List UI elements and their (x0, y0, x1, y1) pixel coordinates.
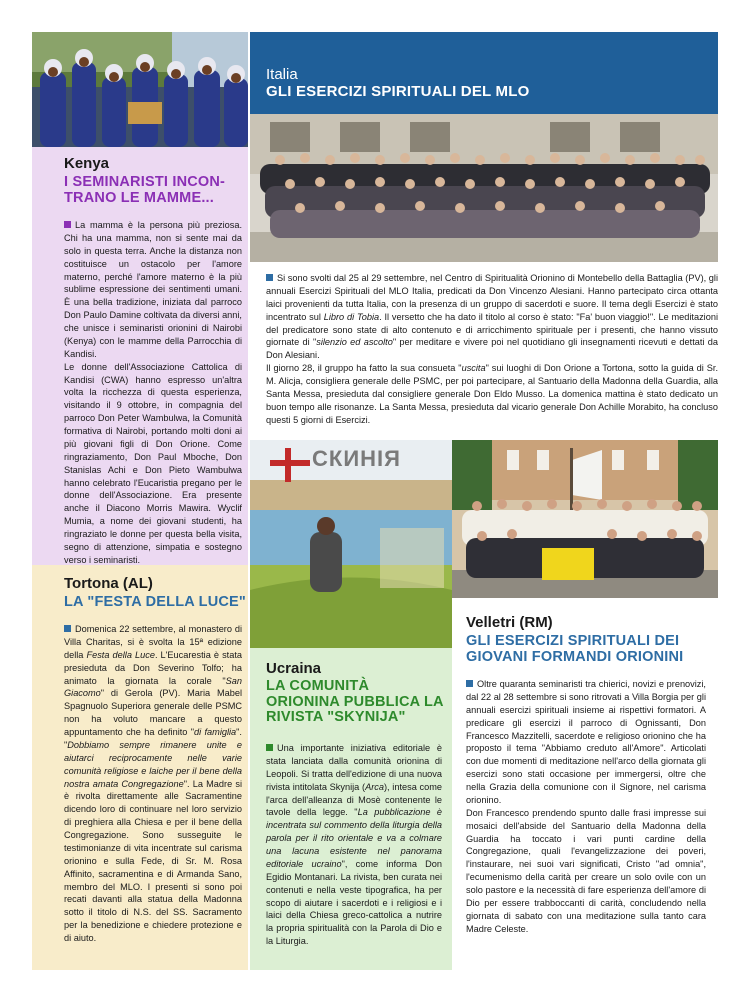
italia-text-4: Il giorno 28, il gruppo ha fatto la sua consueta " (266, 363, 462, 374)
ucraina-italic-1: Arca (365, 781, 384, 792)
italia-italic-2: silenzio ed ascolto (316, 337, 393, 348)
italia-group-photo (250, 114, 718, 262)
italia-text-2: . Il versetto che ha dato il titolo al corso è stato: "Fa' buon viaggio!". Le meditazioni del predicatore sono state di alto contenuto e di arricchimento spirituale per i presenti, che hanno vissuto giornate di " (266, 311, 718, 348)
ucraina-text-3: ", come informa Don Egidio Montanari. La rivista, ben curata nei contenuti e nella veste tipografica, ha per scopo di aiutare i sacerdoti e i religiosi e i laici della Chiesa greco-cattolica a nutrire la propria spiritualità con la Parola di Dio e la Liturgia. (266, 858, 442, 947)
kenya-headline: I SEMINARISTI INCON-TRANO LE MAMME... (64, 174, 226, 206)
bullet-square-icon (64, 221, 71, 228)
italia-header-band (250, 32, 718, 114)
velletri-paragraph-2: Don Francesco prendendo spunto dalle frasi impresse sui mosaici dell'abside del Santuario della Madonna della Guardia ha toccato i vari punti cardine della Congregazione, quali l'evangelizzazione dei poveri, l'instaurare, nei suoi vari significati, Cristo "ad omnia", l'ecumenismo della carità per creare un solo ovile con un solo pastore e la necessità di fare esperienza dell'amore di Dio per essere trabboccanti di carità, concludendo nella giornata di sabato con una meditazione sulla tanto cara Madre Celeste. (466, 807, 706, 934)
ucraina-body (266, 742, 442, 948)
tortona-body (64, 623, 242, 945)
italia-headline: GLI ESERCIZI SPIRITUALI DEL MLO (266, 83, 530, 100)
tortona-italic-1: Festa della Luce (86, 649, 155, 660)
italia-text-3: " per meditare e vivere poi nel quotidiano gli insegnamenti ricevuti e dettati da Don Alesiani. (266, 337, 718, 361)
tortona-article (32, 565, 248, 970)
tortona-place: Tortona (AL) (64, 575, 153, 592)
tortona-text-5: ". La Madre si è rivolta direttamente alle Sacramentine dicendo loro di continuare nel loro servizio di preghiera alla Chiesa e per il bene della Congregazione. Sono susseguite le testimonianze di vita incentrate sul carisma orionino e sulla Fede, di Sr. M. Rosa Affinito, sacramentina e di Armanda Sano, membro del MLO. I presenti si sono poi recati davanti alla statua della Madonna sotto il titolo di N.S. del SS. Sacramento per la benedizione e chiedere protezione e di aiuto. (64, 778, 242, 943)
velletri-article (452, 598, 718, 970)
velletri-body (466, 678, 706, 936)
tortona-italic-3: di famiglia (194, 727, 237, 737)
tortona-italic-2: San Giacomo (64, 675, 242, 699)
magazine-title: СКИНІЯ (312, 446, 401, 471)
ucraina-text-1: Una importante iniziativa editoriale è stata lanciata dalla comunità orionina di Leopoli. Si tratta dell'edizione di una nuova rivista intitolata Skynija ( (266, 743, 442, 792)
tortona-headline: LA "FESTA DELLA LUCE" (64, 594, 247, 610)
velletri-group-photo (452, 440, 718, 598)
ucraina-headline: LA COMUNITÀ ORIONINA PUBBLICA LA RIVISTA "SKYNIJA" (266, 678, 444, 726)
bullet-square-icon (266, 274, 273, 281)
italia-text-1: Si sono svolti dal 25 al 29 settembre, nel Centro di Spiritualità Orionino di Montebello della Battaglia (PV), gli annuali Esercizi Spirituali del MLO Italia, predicati da Don Vincenzo Alesiani. Hanno partecipato circa ottanta laici provenienti da tutta Italia, con la presenza di un gruppo di sacerdoti e suore. Il tema degli Esercizi è stato incentrato sul (266, 273, 718, 322)
tortona-italic-4: Dobbiamo sempre rimanere unite e aiutarci reciprocamente nelle varie comunità religiose e laiche per il bene della nostra amata Congregazione (64, 739, 242, 789)
skynija-magazine-cover (250, 440, 452, 648)
tortona-text-1: Domenica 22 settembre, al monastero di Villa Charitas, si è svolta la 15ª edizione della (64, 624, 242, 660)
bullet-square-icon (64, 625, 71, 632)
italia-place: Italia (266, 66, 298, 83)
bullet-square-icon (266, 744, 273, 751)
bullet-square-icon (466, 680, 473, 687)
italia-text-5: " sui luoghi di Don Orione a Tortona, sotto la guida di Sr. M. Alicja, consigliera generale delle PSMC, per poi partecipare, al Santuario della Madonna della Guardia, alla Santa Messa, presieduta dal consigliere generale Don Eldo Musso. La domenica mattina è stato dedicato un buon tempo alle risonanze. La Santa Messa, presieduta dal vicario generale Don Achille Morabito, ha concluso questi 5 giorni di Esercizi. (266, 363, 718, 425)
kenya-article (32, 147, 248, 565)
italia-italic-1: Libro di Tobia (323, 311, 380, 322)
kenya-place: Kenya (64, 155, 110, 172)
italia-body (266, 272, 718, 427)
tortona-text-4: ". " (64, 727, 242, 750)
tortona-text-3: " di Gerola (PV). Maria Mabel Spagnuolo Superiora generale delle PSMC non ha voluto mancare a questo appuntamento che ha definito " (64, 688, 242, 737)
kenya-body (64, 219, 242, 565)
ucraina-article (250, 648, 452, 970)
velletri-place: Velletri (RM) (466, 614, 553, 631)
ucraina-place: Ucraina (266, 660, 322, 677)
italia-article (250, 262, 718, 440)
kenya-photo (32, 32, 248, 147)
velletri-headline: GLI ESERCIZI SPIRITUALI DEI GIOVANI FORMANDI ORIONINI (466, 633, 684, 665)
italia-italic-3: uscita (461, 363, 486, 374)
tortona-text-2: . L'Eucarestia è stata presieduta da Don Severino Tolfo; ha animato la giornata la corale " (64, 649, 242, 686)
velletri-paragraph-1: Oltre quaranta seminaristi tra chierici, novizi e prenovizi, dal 22 al 28 settembre si sono ritrovati a Villa Borgia per gli annuali esercizi spirituali insieme ai rispettivi formatori. A predicare gli esercizi il parroco di Ognissanti, Don Francesco Mazzitelli, sacerdote e religioso orionino che ha proposto il tema "Abbiamo creduto all'Amore". Articolati con due momenti di meditazione nell'arco della giornata gli esercizi sono stati occasione per immergersi, oltre che nella Grazia della comunione con il Signore, nel carisma orionino. (466, 679, 706, 805)
kenya-paragraph-1: La mamma è la persona più preziosa. Chi ha una mamma, non si sente mai da solo in questa terra. Anche la distanza non costituisce un ostacolo per l'amore materno, perché l'amore materno è la più sublime espressione dei sentimenti umani. È una bella tradizione, iniziata dal parroco Don Paulo Damine coltivata da diversi anni, che unisce i seminaristi orionini di Nairobi (Kenya) con le mamme della Parrocchia di Kandisi. (64, 220, 242, 359)
ucraina-italic-2: La pubblicazione è incentrata sul commento della liturgia della parola per il rito orientale e va a colmare una lacuna esistente nel panorama editoriale ucraino (266, 807, 442, 869)
kenya-paragraph-2: Le donne dell'Associazione Cattolica di Kandisi (CWA) hanno espresso un'altra volta la ricchezza di questa esperienza, visitando il 9 ottobre, in compagnia del parroco Don Peter Wambulwa, la Comunità formativa di Nairobi, portando molti doni ai più giovani figli di Don Orione. Come ringraziamento, Don Paul Mboche, Don Stanislas Achi e Don Pieto Wambulwa hanno celebrato l'Eucaristia pregano per le donne dell'Associazione. Era presente anche il Diacono Morris Mawira. Wyclif Mumia, a nome dei giovani studenti, ha ringraziato le donne per questa bella visita, segno di attenzione, simpatia e sostegno verso i seminaristi. (64, 361, 242, 565)
ucraina-text-2: ), intesa come l'arca dell'alleanza di Mosè contenente le tavole della legge. " (266, 781, 443, 818)
